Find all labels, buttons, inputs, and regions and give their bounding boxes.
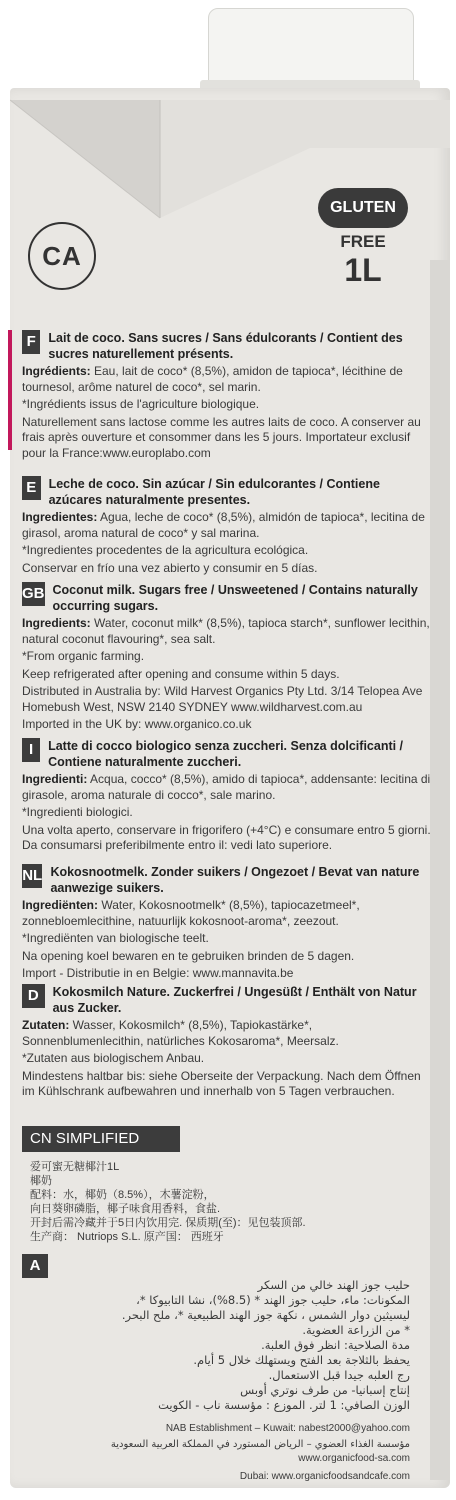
section-accent	[8, 330, 12, 450]
cn-line: 生产商： Nutriops S.L. 原产国： 西班牙	[30, 1231, 224, 1243]
language-tag: I	[22, 738, 40, 762]
ingredients: Zutaten: Wasser, Kokosmilch* (8,5%), Tapiokastärke*, Sonnenblumenlecithin, natürliches Kokosaroma*, Meersalz.	[22, 1018, 339, 1048]
section-heading: Kokosnootmelk. Zonder suikers / Ongezoet / Bevat van nature aanwezige suikers.	[50, 865, 420, 895]
ingredients: Ingredienti: Acqua, cocco* (8,5%), amido di tapioca*, addensante: lecitina di girasole, aroma naturale di cocco*, sale marino.	[22, 772, 431, 802]
language-tag-ar: A	[22, 1254, 48, 1278]
language-tag: GB	[22, 582, 45, 606]
note-line: *From organic farming.	[22, 649, 145, 663]
note-line: *Ingredienti biologici.	[22, 805, 133, 819]
cn-line: 开封后需冷藏并于5日内饮用完. 保质期(至)：见包装顶部.	[30, 1217, 306, 1229]
note-line: Distributed in Australia by: Wild Harvest Organics Pty Ltd. 3/14 Telopea Ave Homebush West, NSW 2140 SYDNEY www.wildharvest.com.au	[22, 684, 423, 714]
section-german	[22, 984, 432, 1100]
cn-line: 椰奶	[30, 1175, 52, 1187]
note-line: *Ingredientes procedentes de la agricultura ecológica.	[22, 543, 309, 557]
cn-line: 向日葵卵磷脂，椰子味食用香料，食盐.	[30, 1203, 221, 1215]
note-line: Naturellement sans lactose comme les autres laits de coco. A conserver au frais après ouverture et consommer dans les 5 jours. Importateur exclusif pour la France:www.europlabo.com	[22, 414, 421, 460]
ar-line: مدة الصلاحية: انظر فوق العلبة.	[261, 1338, 410, 1352]
section-heading: Kokosmilch Nature. Zuckerfrei / Ungesüßt / Enthält von Natur aus Zucker.	[52, 985, 417, 1015]
ar-line: ليسيثين دوار الشمس ، نكهة جوز الهند الطبيعية *، ملح البحر.	[121, 1308, 410, 1322]
note-line: Mindestens haltbar bis: siehe Oberseite der Verpackung. Nach dem Öffnen im Kühlschrank aufbewahren und innerhalb von 5 Tagen verbrauchen.	[22, 1068, 421, 1098]
language-tag-cn: CN SIMPLIFIED	[22, 1126, 180, 1152]
note-line: Conservar en frío una vez abierto y consumir en 5 días.	[22, 560, 318, 575]
note-line: Na opening koel bewaren en te gebruiken brinden de 5 dagen.	[22, 948, 355, 963]
volume-label: 1L	[344, 252, 382, 288]
note-line: Imported in the UK by: www.organico.co.uk	[22, 717, 252, 731]
section-heading: Leche de coco. Sin azúcar / Sin edulcorantes / Contiene azúcares naturalmente presentes.	[48, 477, 380, 507]
carton-side-panel	[430, 260, 450, 1480]
note-line: Import - Distributie in en Belgie: www.mannavita.be	[22, 966, 294, 980]
ar-line: حليب جوز الهند خالي من السكر	[257, 1278, 410, 1292]
ar-line: الوزن الصافي: 1 لتر. الموزع : مؤسسة ناب - الكويت	[158, 1398, 410, 1412]
note-line: Keep refrigerated after opening and consume within 5 days.	[22, 666, 340, 681]
ar-line: المكونات: ماء، حليب جوز الهند * (8.5%)، نشا التابيوكا *،	[136, 1293, 410, 1307]
note-line: Una volta aperto, conservare in frigorifero (+4°C) e consumare entro 5 giorni. Da consumarsi preferibilmente entro il: vedi lato superiore.	[22, 822, 431, 852]
gluten-badge: GLUTEN	[318, 188, 408, 228]
language-tag: F	[22, 330, 40, 354]
dubai-url: Dubai: www.organicfoodsandcafe.com	[239, 1471, 410, 1482]
note-line: *Ingrediënten van biologische teelt.	[22, 931, 209, 945]
section-heading: Coconut milk. Sugars free / Unsweetened / Contains naturally occurring sugars.	[52, 583, 418, 613]
ca-logo: CA	[28, 222, 96, 290]
ingredients: Ingrédients: Eau, lait de coco* (8,5%), amidon de tapioca*, lécithine de tournesol, arôme naturel de coco*, sel marin.	[22, 364, 403, 394]
section-french	[22, 330, 432, 461]
section-dutch	[22, 864, 432, 982]
language-tag: NL	[22, 864, 42, 888]
saudi-url: www.organicfood-sa.com	[298, 1453, 410, 1464]
section-english	[22, 582, 432, 733]
ar-line: يحفظ بالثلاجة بعد الفتح ويستهلك خلال 5 أيام.	[193, 1353, 410, 1367]
ar-line: إنتاج إسبانيا- من طرف نوتري أوبس	[240, 1383, 410, 1397]
section-heading: Lait de coco. Sans sucres / Sans édulcorants / Contient des sucres naturellement présents.	[48, 331, 403, 361]
ar-line: رج العلبه جيدا قبل الاستعمال.	[268, 1368, 410, 1382]
ingredients: Ingredientes: Agua, leche de coco* (8,5%), almidón de tapioca*, lecitina de girasol, aroma natural de coco* y sal marina.	[22, 510, 425, 540]
ingredients: Ingrediënten: Water, Kokosnootmelk* (8,5%), tapiocazetmeel*, zonnebloemlecithine, natuurlijk kokosnoot-aroma*, zeezout.	[22, 898, 360, 928]
section-arabic	[110, 1278, 410, 1413]
section-spanish	[22, 476, 432, 576]
note-line: *Zutaten aus biologischem Anbau.	[22, 1051, 205, 1065]
section-chinese	[30, 1160, 350, 1244]
nab-contact: NAB Establishment – Kuwait: nabest2000@yahoo.com	[165, 1423, 410, 1434]
ar-line: * من الزراعة العضوية.	[302, 1323, 410, 1337]
section-heading: Latte di cocco biologico senza zuccheri. Senza dolcificanti / Contiene naturalmente zuccheri.	[48, 739, 404, 769]
saudi-importer: مؤسسة الغذاء العضوي – الرياض المستورد في المملكة العربية السعودية	[110, 1439, 410, 1450]
cn-line: 爱可蜜无糖椰汁1L	[30, 1161, 120, 1173]
language-tag: E	[22, 476, 41, 500]
note-line: *Ingrédients issus de l'agriculture biologique.	[22, 397, 260, 411]
section-italian	[22, 738, 432, 854]
cn-line: 配料：水，椰奶（8.5%），木薯淀粉，	[30, 1189, 215, 1201]
language-tag: D	[22, 984, 45, 1008]
ingredients: Ingredients: Water, coconut milk* (8,5%), tapioca starch*, sunflower lecithin, natural coconut flavouring*, sea salt.	[22, 616, 430, 646]
free-label: FREE	[340, 232, 386, 251]
